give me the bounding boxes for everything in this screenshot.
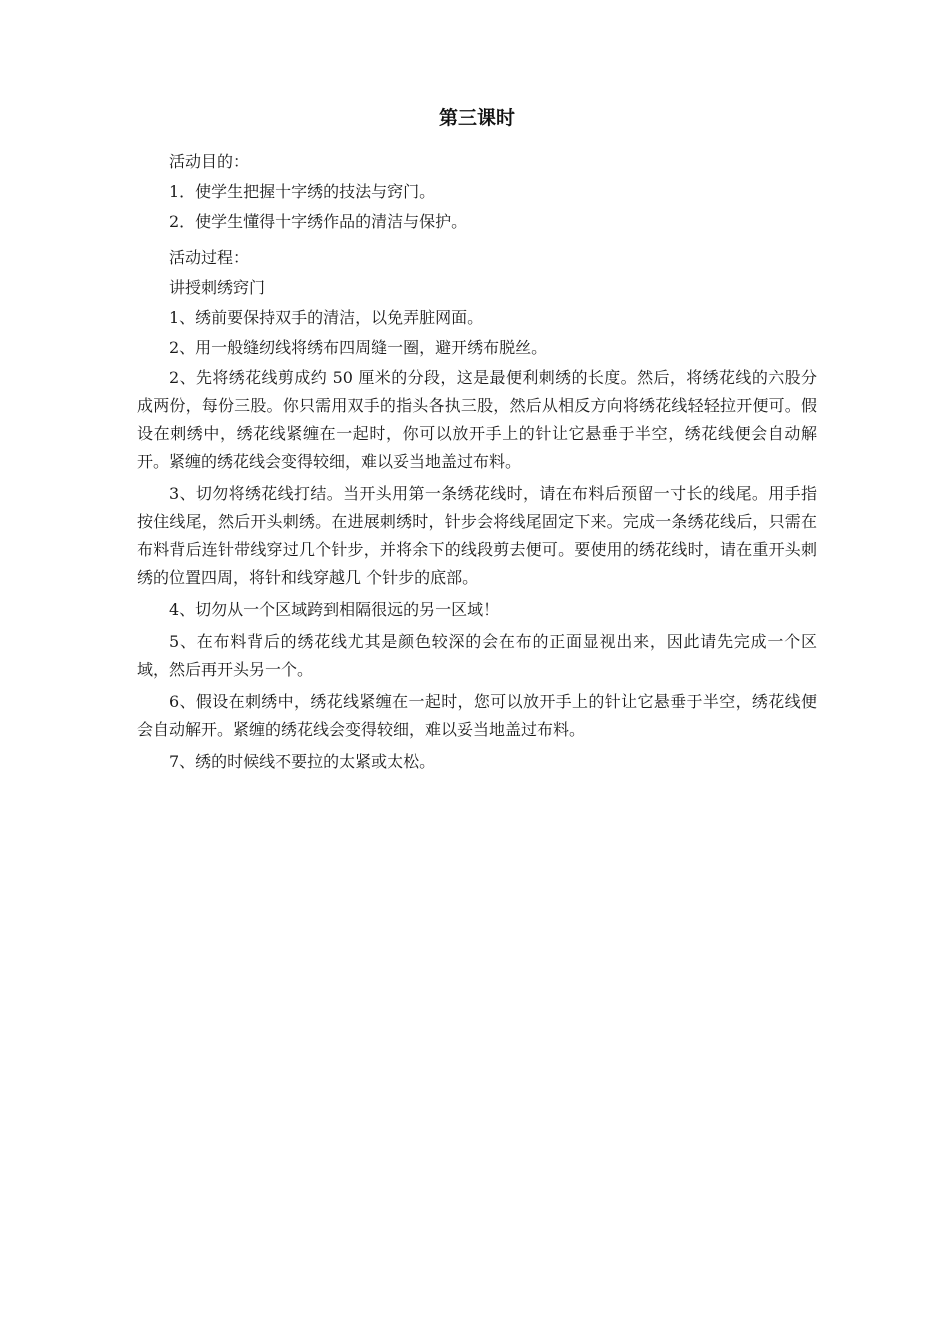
paragraph-tip-3: 3、切勿将绣花线打结。当开头用第一条绣花线时，请在布料后预留一寸长的线尾。用手指按住线尾，然后开头刺绣。在进展刺绣时，针步会将线尾固定下来。完成一条绣花线后，只需在布料背后连针带线穿过几个针步，并将余下的线段剪去便可。要使用的绣花线时，请在重开头刺绣的位置四周，将针和线穿越几 个针步的底部。 [137, 484, 817, 587]
paragraph-tip-2b: 2、先将绣花线剪成约 50 厘米的分段，这是最便利刺绣的长度。然后，将绣花线的六股分成两份，每份三股。你只需用双手的指头各执三股，然后从相反方向将绣花线轻轻拉开便可。假设在刺绣中，绣花线紧缠在一起时，你可以放开手上的针让它悬垂于半空，绣花线便会自动解开。紧缠的绣花线会变得较细，难以妥当地盖过布料。 [137, 368, 817, 471]
paragraph-tip-7: 7、绣的时候线不要拉的太紧或太松。 [169, 752, 436, 771]
paragraph-objective-heading: 活动目的： [169, 152, 250, 171]
paragraph-tip-4: 4、切勿从一个区域跨到相隔很远的另一区域！ [169, 600, 500, 619]
paragraph-tip-2a: 2、用一般缝纫线将绣布四周缝一圈，避开绣布脱丝。 [169, 338, 548, 357]
paragraph-process-heading: 活动过程： [169, 248, 250, 267]
paragraph-objective-1: 1．使学生把握十字绣的技法与窍门。 [169, 182, 436, 201]
paragraph-tip-6: 6、假设在刺绣中，绣花线紧缠在一起时，您可以放开手上的针让它悬垂于半空，绣花线便会自动解开。紧缠的绣花线会变得较细，难以妥当地盖过布料。 [137, 692, 817, 739]
paragraph-objective-2: 2．使学生懂得十字绣作品的清洁与保护。 [169, 212, 468, 231]
paragraph-tips-heading: 讲授刺绣窍门 [169, 278, 266, 297]
document-body [137, 104, 817, 780]
paragraph-tip-5: 5、在布料背后的绣花线尤其是颜色较深的会在布的正面显视出来，因此请先完成一个区域，然后再开头另一个。 [137, 632, 817, 679]
paragraph-tip-1: 1、绣前要保持双手的清洁，以免弄脏网面。 [169, 308, 484, 327]
page-title: 第三课时 [438, 107, 515, 129]
